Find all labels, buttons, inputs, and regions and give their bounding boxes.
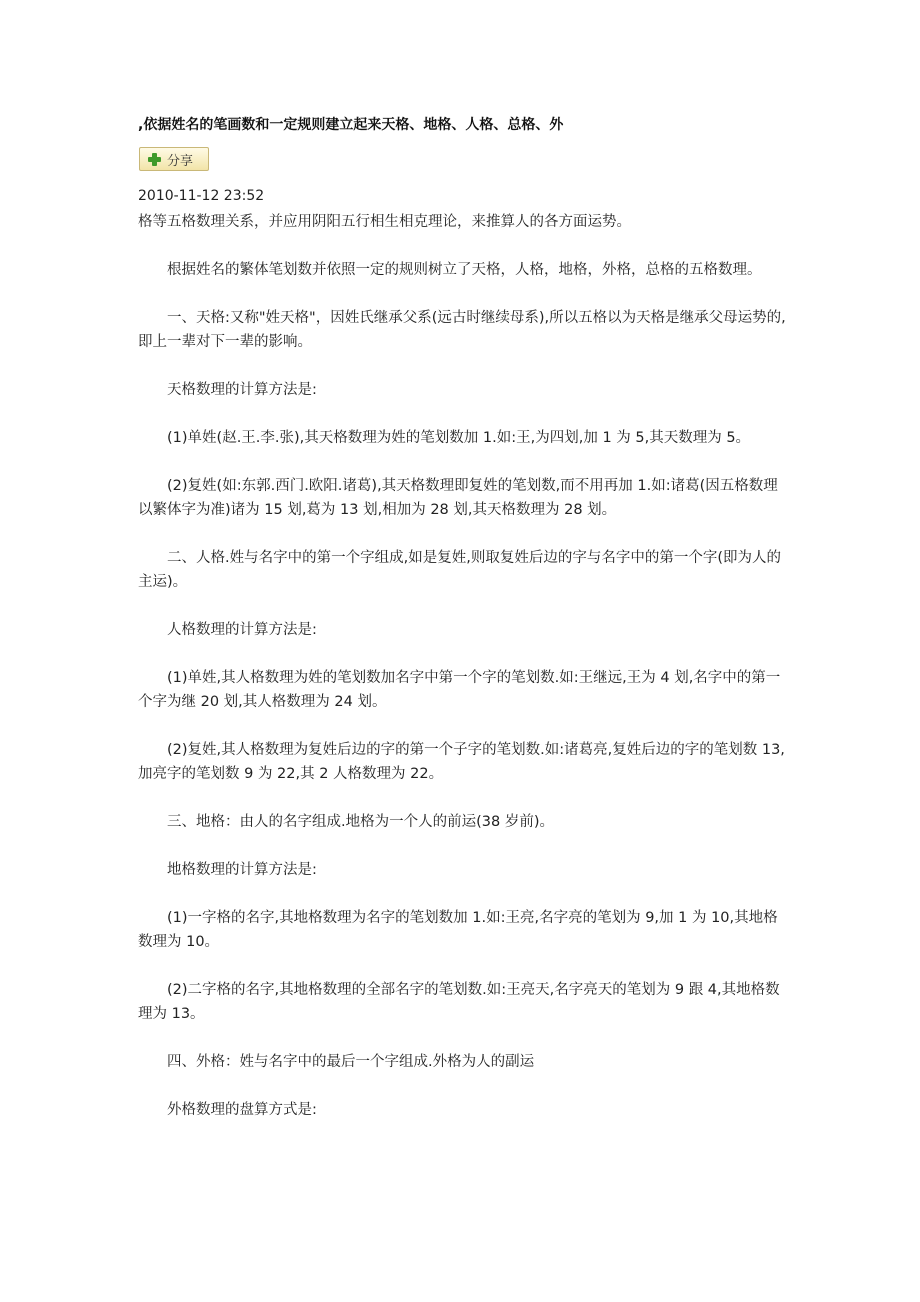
paragraph: 根据姓名的繁体笔划数并依照一定的规则树立了天格，人格，地格，外格，总格的五格数理。 [167,262,762,278]
paragraph: (1)单姓(赵.王.李.张),其天格数理为姓的笔划数加 1.如:王,为四划,加 1 为 5,其天数理为 5。 [167,430,751,446]
paragraph: 地格数理的计算方法是: [167,862,317,878]
paragraph: (2)二字格的名字,其地格数理的全部名字的笔划数.如:王亮天,名字亮天的笔划为 9 跟 4,其地格数理为 13。 [138,982,780,1022]
paragraph: 二、人格.姓与名字中的第一个字组成,如是复姓,则取复姓后边的字与名字中的第一个字(即为人的主运)。 [138,550,781,590]
paragraph: (2)复姓,其人格数理为复姓后边的字的第一个子字的笔划数.如:诸葛亮,复姓后边的字的笔划数 13,加亮字的笔划数 9 为 22,其 2 人格数理为 22。 [138,742,785,782]
paragraph: 天格数理的计算方法是: [167,382,317,398]
paragraph: 格等五格数理关系，并应用阴阳五行相生相克理论，来推算人的各方面运势。 [138,214,631,230]
paragraph: 三、地格：由人的名字组成.地格为一个人的前运(38 岁前)。 [167,814,554,830]
paragraph: 四、外格：姓与名字中的最后一个字组成.外格为人的副运 [167,1054,535,1070]
share-button-label: 分享 [167,153,194,169]
paragraph: 外格数理的盘算方式是: [167,1102,317,1118]
post-timestamp: 2010-11-12 23:52 [138,188,265,204]
paragraph: (1)单姓,其人格数理为姓的笔划数加名字中第一个字的笔划数.如:王继远,王为 4 划,名字中的第一个字为继 20 划,其人格数理为 24 划。 [138,670,781,710]
paragraph: (1)一字格的名字,其地格数理为名字的笔划数加 1.如:王亮,名字亮的笔划为 9,加 1 为 10,其地格数理为 10。 [138,910,778,950]
paragraph: (2)复姓(如:东郭.西门.欧阳.诸葛),其天格数理即复姓的笔划数,而不用再加 1.如:诸葛(因五格数理以繁体字为准)诸为 15 划,葛为 13 划,相加为 28 划,其天格数理为 28 划。 [138,478,778,518]
article-body [138,210,788,1146]
share-button[interactable] [139,147,209,171]
article-title: ,依据姓名的笔画数和一定规则建立起来天格、地格、人格、总格、外 [138,117,564,133]
plus-icon [148,153,161,166]
paragraph: 人格数理的计算方法是: [167,622,317,638]
paragraph: 一、天格:又称"姓天格"，因姓氏继承父系(远古时继续母系),所以五格以为天格是继承父母运势的,即上一辈对下一辈的影响。 [138,310,786,350]
